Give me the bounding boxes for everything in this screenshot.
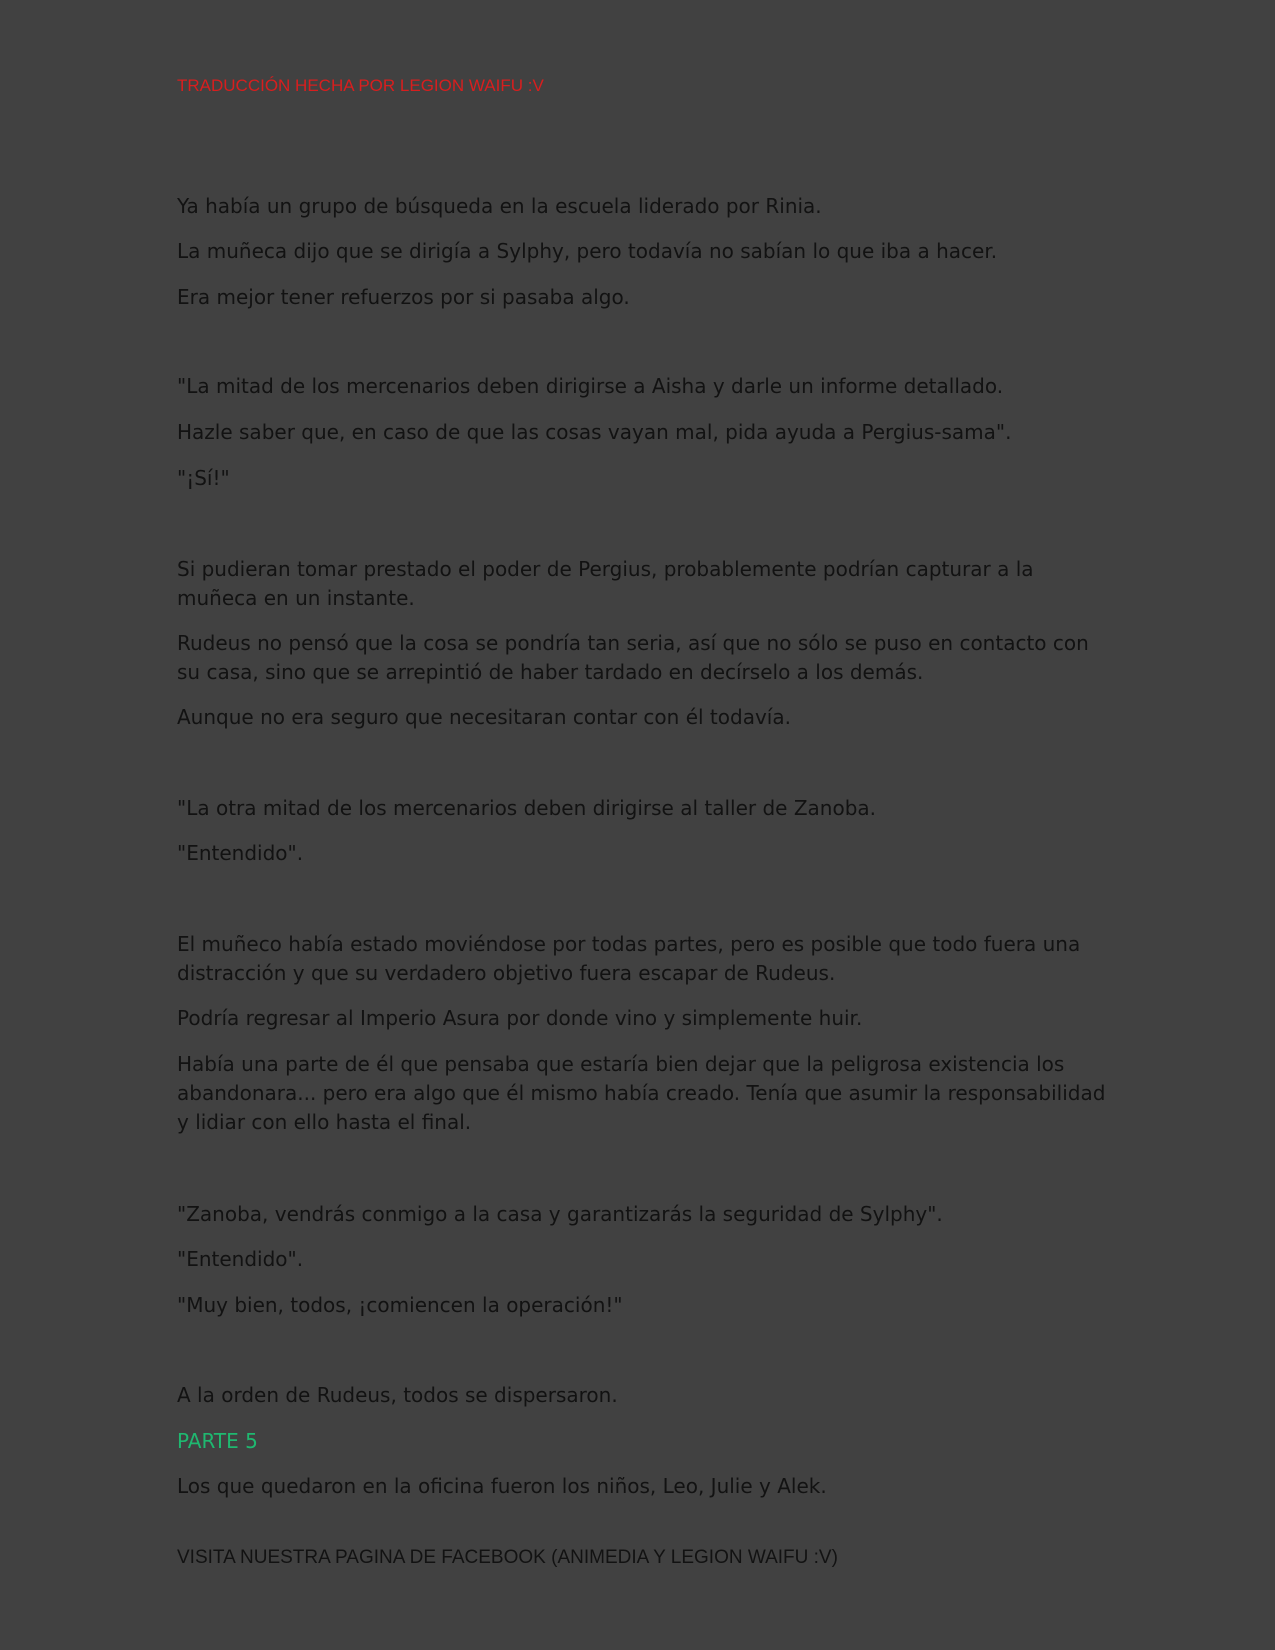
section-heading: PARTE 5: [177, 1429, 258, 1453]
paragraph: Aunque no era seguro que necesitaran contar con él todavía.: [177, 705, 791, 729]
paragraph: A la orden de Rudeus, todos se dispersaron.: [177, 1383, 618, 1407]
paragraph: Era mejor tener refuerzos por si pasaba algo.: [177, 285, 630, 309]
paragraph: "La mitad de los mercenarios deben dirigirse a Aisha y darle un informe detallado.: [177, 374, 1004, 398]
paragraph: La muñeca dijo que se dirigía a Sylphy, pero todavía no sabían lo que iba a hacer.: [177, 239, 998, 263]
paragraph: Podría regresar al Imperio Asura por donde vino y simplemente huir.: [177, 1006, 863, 1030]
paragraph: "¡Sí!": [177, 466, 230, 490]
paragraph: "Entendido".: [177, 841, 304, 865]
paragraph: Hazle saber que, en caso de que las cosas vayan mal, pida ayuda a Pergius-sama".: [177, 420, 1012, 444]
paragraph: "La otra mitad de los mercenarios deben dirigirse al taller de Zanoba.: [177, 796, 877, 820]
paragraph: Ya había un grupo de búsqueda en la escuela liderado por Rinia.: [177, 194, 822, 218]
facebook-notice: VISITA NUESTRA PAGINA DE FACEBOOK (ANIMEDIA Y LEGION WAIFU :V): [177, 1547, 838, 1568]
paragraph: Si pudieran tomar prestado el poder de Pergius, probablemente podrían capturar a la muñeca en un instante.: [177, 557, 1034, 610]
paragraph: Los que quedaron en la oficina fueron los niños, Leo, Julie y Alek.: [177, 1474, 827, 1498]
translator-credit: TRADUCCIÓN HECHA POR LEGION WAIFU :V: [177, 76, 544, 95]
paragraph: "Zanoba, vendrás conmigo a la casa y garantizarás la seguridad de Sylphy".: [177, 1202, 943, 1226]
paragraph: "Entendido".: [177, 1247, 304, 1271]
paragraph: Había una parte de él que pensaba que estaría bien dejar que la peligrosa existencia los abandonara... pero era algo que él mismo había creado. Tenía que asumir la responsabilidad y lidiar con ello hasta el final.: [177, 1052, 1106, 1134]
paragraph: Rudeus no pensó que la cosa se pondría tan seria, así que no sólo se puso en contacto con su casa, sino que se arrepintió de haber tardado en decírselo a los demás.: [177, 631, 1089, 684]
paragraph: "Muy bien, todos, ¡comiencen la operación!": [177, 1293, 623, 1317]
paragraph: El muñeco había estado moviéndose por todas partes, pero es posible que todo fuera una distracción y que su verdadero objetivo fuera escapar de Rudeus.: [177, 932, 1081, 985]
